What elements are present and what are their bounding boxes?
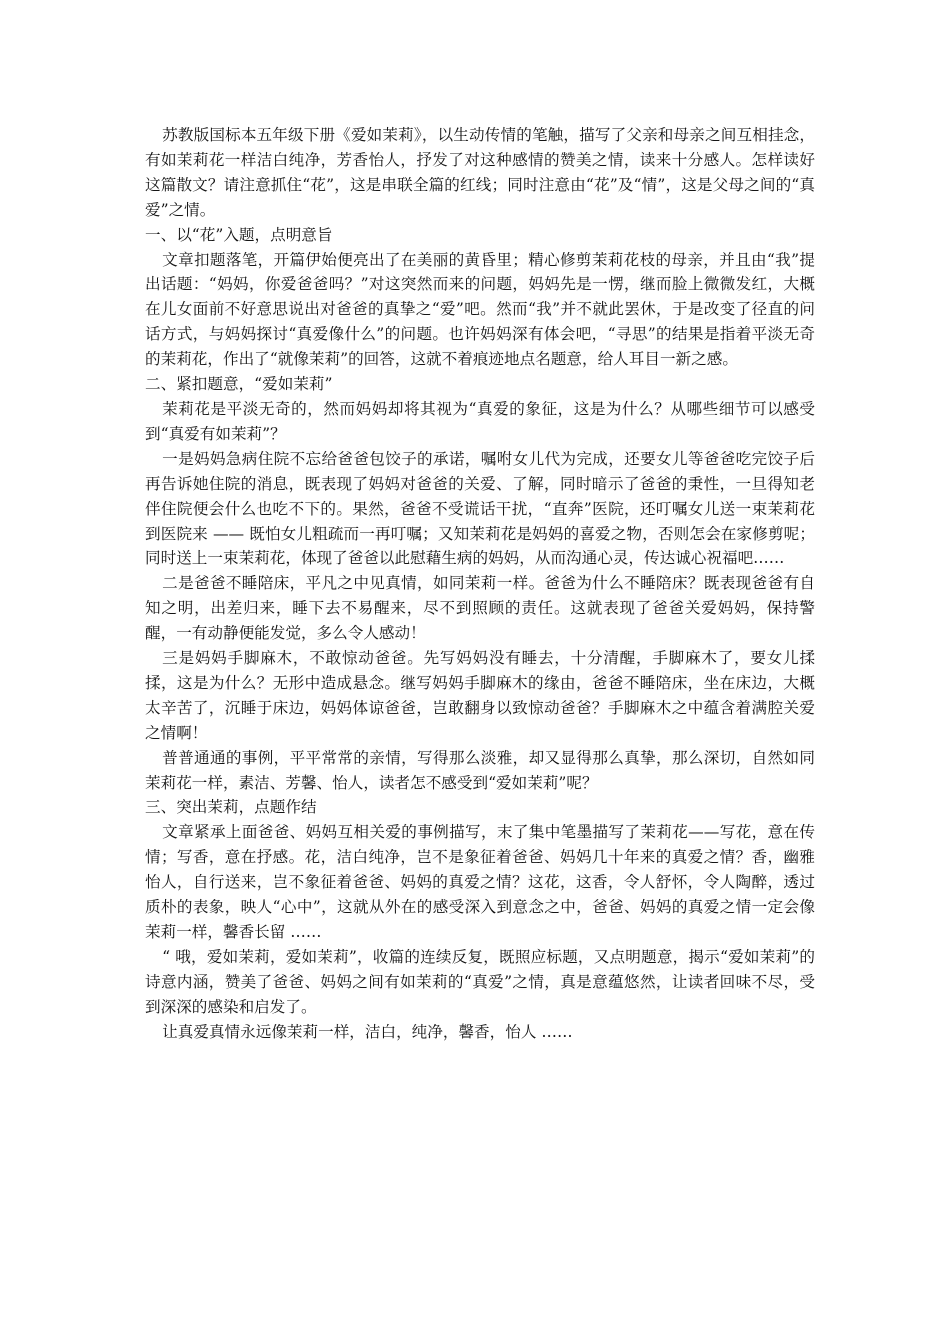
section3-paragraph-2: “ 哦，爱如茉莉，爱如茉莉”，收篇的连续反复，既照应标题，又点明题意，揭示“爱如茉莉”的诗意内涵，赞美了爸爸、妈妈之间有如茉莉的“真爱”之情，真是意蕴悠然，让读者回味不尽，受到深深的感染和启发了。 [145, 947, 815, 1016]
section-heading-2: 二、紧扣题意，“爱如茉莉” [145, 375, 333, 394]
section-heading-1: 一、以“花”入题，点明意旨 [145, 225, 333, 244]
section2-paragraph-1: 茉莉花是平淡无奇的，然而妈妈却将其视为“真爱的象征，这是为什么？从哪些细节可以感受到“真爱有如茉莉”？ [145, 399, 815, 443]
section2-paragraph-4: 三是妈妈手脚麻木，不敢惊动爸爸。先写妈妈没有睡去，十分清醒，手脚麻木了，要女儿揉揉，这是为什么？无形中造成悬念。继写妈妈手脚麻木的缘由，爸爸不睡陪床，坐在床边，大概太辛苦了，沉睡于床边，妈妈体谅爸爸，岂敢翻身以致惊动爸爸？手脚麻木之中蕴含着满腔关爱之情啊！ [145, 649, 815, 742]
document-page [145, 123, 815, 1045]
intro-paragraph: 苏教版国标本五年级下册《爱如茉莉》，以生动传情的笔触，描写了父亲和母亲之间互相挂念，有如茉莉花一样洁白纯净，芳香怡人，抒发了对这种感情的赞美之情，读来十分感人。怎样读好这篇散文？请注意抓住“花”，这是串联全篇的红线；同时注意由“花”及“情”，这是父母之间的“真爱”之情。 [145, 126, 815, 219]
section2-paragraph-2: 一是妈妈急病住院不忘给爸爸包饺子的承诺，嘱咐女儿代为完成，还要女儿等爸爸吃完饺子后再告诉她住院的消息，既表现了妈妈对爸爸的关爱、了解，同时暗示了爸爸的秉性，一旦得知老伴住院便会什么也吃不下的。果然，爸爸不受谎话干扰，“直奔”医院，还叮嘱女儿送一束茉莉花到医院来 —— 既怕女儿粗疏而一再叮嘱；又知茉莉花是妈妈的喜爱之物，否则怎会在家修剪呢；同时送上一束茉莉花，体现了爸爸以此慰藉生病的妈妈，从而沟通心灵，传达诚心祝福吧…… [145, 449, 815, 568]
section2-paragraph-3: 二是爸爸不睡陪床，平凡之中见真情，如同茉莉一样。爸爸为什么不睡陪床？既表现爸爸有自知之明，出差归来，睡下去不易醒来，尽不到照顾的责任。这就表现了爸爸关爱妈妈，保持警醒，一有动静便能发觉，多么令人感动！ [145, 574, 815, 643]
section3-paragraph-3: 让真爱真情永远像茉莉一样，洁白，纯净，馨香，怡人 …… [162, 1022, 573, 1041]
section2-paragraph-5: 普普通通的事例，平平常常的亲情，写得那么淡雅，却又显得那么真挚，那么深切，自然如同茉莉花一样，素洁、芳馨、怡人，读者怎不感受到“爱如茉莉”呢？ [145, 748, 815, 792]
section1-paragraph-1: 文章扣题落笔，开篇伊始便亮出了在美丽的黄昏里；精心修剪茉莉花枝的母亲，并且由“我”提出话题：“妈妈，你爱爸爸吗？”对这突然而来的问题，妈妈先是一愣，继而脸上微微发红，大概在儿女面前不好意思说出对爸爸的真挚之“爱”吧。然而“我”并不就此罢休，于是改变了径直的问话方式，与妈妈探讨“真爱像什么”的问题。也许妈妈深有体会吧，“寻思”的结果是指着平淡无奇的茉莉花，作出了“就像茉莉”的回答，这就不着痕迹地点名题意，给人耳目一新之感。 [145, 250, 815, 369]
section-heading-3: 三、突出茉莉，点题作结 [145, 798, 317, 817]
section3-paragraph-1: 文章紧承上面爸爸、妈妈互相关爱的事例描写，末了集中笔墨描写了茉莉花——写花，意在传情；写香，意在抒感。花，洁白纯净，岂不是象征着爸爸、妈妈几十年来的真爱之情？香，幽雅怡人，自行送来，岂不象征着爸爸、妈妈的真爱之情？这花，这香，令人舒怀，令人陶醉，透过质朴的表象，映人“心中”，这就从外在的感受深入到意念之中，爸爸、妈妈的真爱之情一定会像茉莉一样，馨香长留 …… [145, 823, 815, 941]
